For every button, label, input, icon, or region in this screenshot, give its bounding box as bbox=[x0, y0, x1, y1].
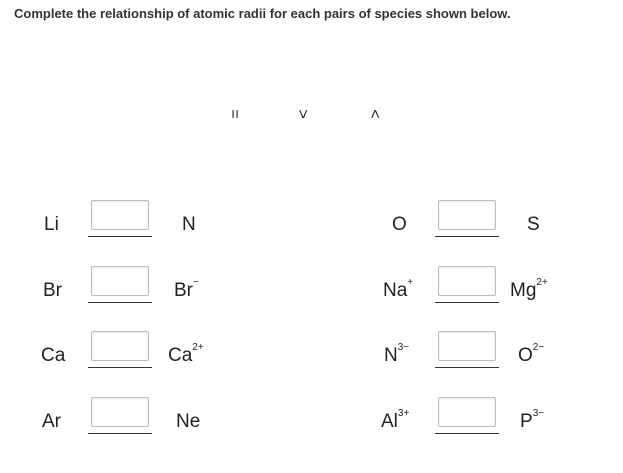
greater-than-sign-choice[interactable]: > bbox=[294, 109, 311, 119]
species-ne: Ne bbox=[176, 411, 201, 432]
equals-sign-choice[interactable]: = bbox=[226, 109, 243, 119]
species-li: Li bbox=[44, 214, 59, 235]
answer-slot-n3minus-o2minus[interactable] bbox=[438, 331, 496, 361]
answer-underline bbox=[435, 367, 499, 368]
answer-underline bbox=[88, 367, 152, 368]
answer-slot-ar-ne[interactable] bbox=[91, 397, 149, 427]
species-br-anion: Br− bbox=[174, 277, 199, 301]
answer-underline bbox=[435, 302, 499, 303]
less-than-sign-choice[interactable]: < bbox=[366, 109, 383, 119]
answer-slot-value bbox=[439, 267, 495, 295]
species-mg-cation: $Mg^{2+}$ bbox=[510, 277, 548, 301]
answer-slot-value bbox=[439, 398, 495, 426]
species-n: N bbox=[182, 214, 196, 235]
species-ca-cation: $Ca^{2+}$ bbox=[168, 342, 204, 366]
answer-slot-al3plus-p3minus[interactable] bbox=[438, 397, 496, 427]
species-o-anion: $O^{2-}$ bbox=[518, 342, 545, 366]
answer-slot-o-s[interactable] bbox=[438, 200, 496, 230]
answer-underline bbox=[435, 433, 499, 434]
answer-underline bbox=[88, 302, 152, 303]
species-ar: Ar bbox=[42, 411, 61, 432]
species-br: Br bbox=[43, 280, 62, 301]
answer-underline bbox=[435, 236, 499, 237]
species-p-anion: $P^{3-}$ bbox=[520, 408, 545, 432]
answer-slot-li-n[interactable] bbox=[91, 200, 149, 230]
answer-slot-value bbox=[92, 201, 148, 229]
answer-underline bbox=[88, 236, 152, 237]
species-o: O bbox=[392, 214, 407, 235]
instruction-text: Complete the relationship of atomic radii for each pairs of species shown below. bbox=[14, 6, 511, 21]
answer-slot-value bbox=[439, 332, 495, 360]
answer-slot-naplus-mg2plus[interactable] bbox=[438, 266, 496, 296]
species-na-cation: Na+ bbox=[383, 277, 414, 301]
species-n-anion: $N^{3-}$ bbox=[384, 342, 410, 366]
species-ca: Ca bbox=[41, 345, 66, 366]
answer-slot-value bbox=[92, 398, 148, 426]
answer-underline bbox=[88, 433, 152, 434]
answer-slot-value bbox=[92, 332, 148, 360]
species-s: S bbox=[527, 214, 540, 235]
answer-slot-ca-ca2plus[interactable] bbox=[91, 331, 149, 361]
species-al-cation: $Al^{3+}$ bbox=[381, 408, 410, 432]
answer-slot-br-brminus[interactable] bbox=[91, 266, 149, 296]
answer-slot-value bbox=[92, 267, 148, 295]
answer-slot-value bbox=[439, 201, 495, 229]
